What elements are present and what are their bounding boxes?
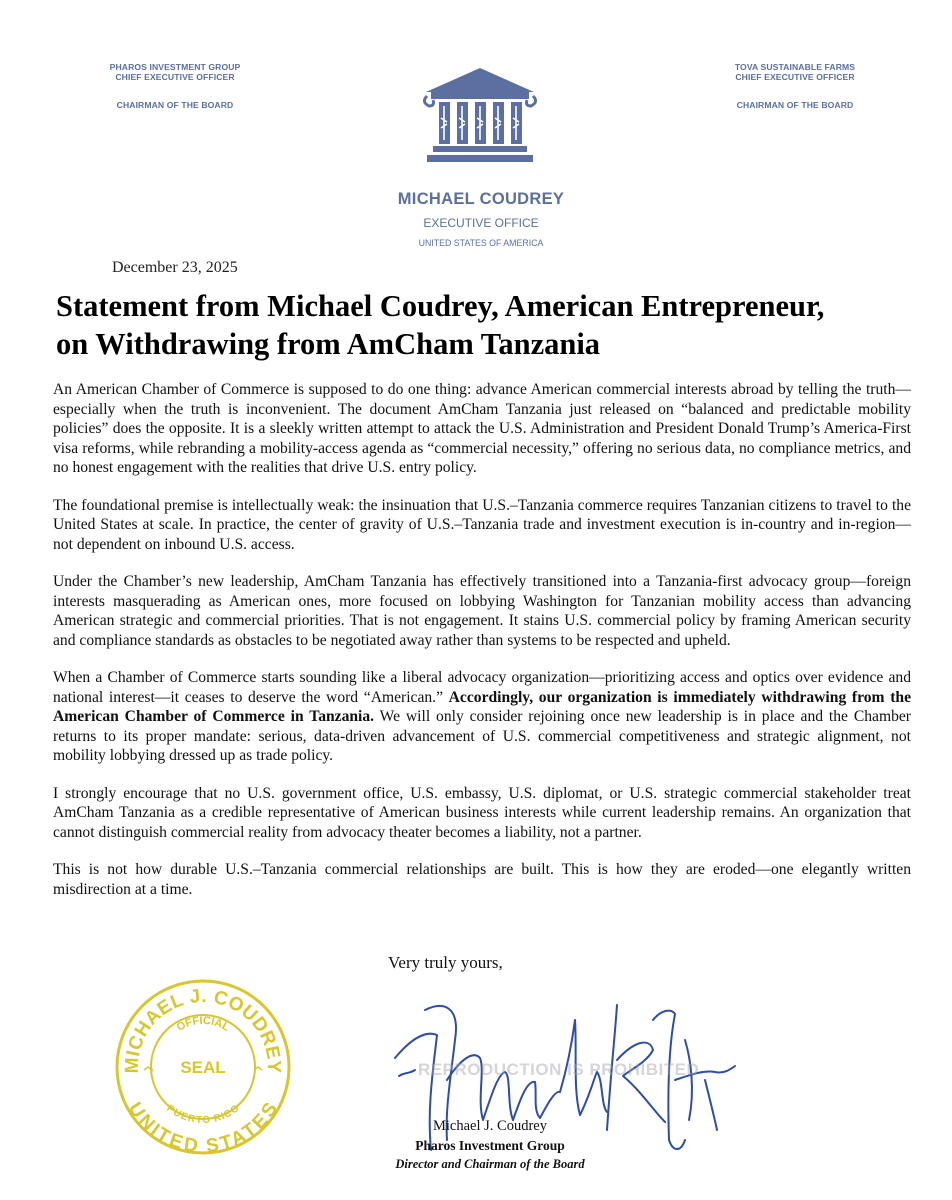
- left-board: CHAIRMAN OF THE BOARD: [116, 100, 234, 110]
- columns-logo-icon: [421, 66, 539, 166]
- letter-date: December 23, 2025: [112, 259, 238, 276]
- seal-inner-bottom: PUERTO RICO: [164, 1103, 242, 1127]
- seal-bottom-text: UNITED STATES: [123, 1098, 283, 1156]
- paragraph-4-start: When a Chamber of Commerce starts sounding like a liberal advocacy organization—prioritizing access and optics over evidence and national interest—it ceases to deserve the word “American.”: [53, 669, 911, 706]
- paragraph-4: [53, 668, 911, 766]
- paragraph-5: I strongly encourage that no U.S. government office, U.S. embassy, U.S. diplomat, or U.S. strategic commercial stakeholder treat AmCham Tanzania as a credible representative of American business interests while current leadership remains. An organization that cannot distinguish commercial reality from advocacy theater becomes a liability, not a partner.: [53, 784, 911, 841]
- signatory-organization: Pharos Investment Group: [415, 1138, 565, 1153]
- paragraph-6: This is not how durable U.S.–Tanzania commercial relationships are built. This is how they are eroded—one elegantly written misdirection at a time.: [53, 861, 911, 898]
- signatory-name: Michael J. Coudrey: [433, 1118, 547, 1134]
- closing-salutation: Very truly yours,: [388, 953, 503, 972]
- right-role: CHIEF EXECUTIVE OFFICER: [735, 72, 855, 82]
- left-role: CHIEF EXECUTIVE OFFICER: [115, 72, 235, 82]
- seal-center: SEAL: [180, 1058, 226, 1077]
- right-company: TOVA SUSTAINABLE FARMS: [734, 62, 856, 72]
- title-line-2: on Withdrawing from AmCham Tanzania: [56, 327, 601, 361]
- svg-text:OFFICIAL: [175, 1015, 232, 1034]
- page-title: [56, 287, 916, 363]
- left-company: PHAROS INVESTMENT GROUP: [109, 62, 241, 72]
- svg-text:PUERTO RICO: [164, 1103, 241, 1126]
- executive-office: EXECUTIVE OFFICE: [423, 216, 539, 230]
- letter-body: [53, 380, 911, 917]
- watermark: REPRODUCTION IS PROHIBITED: [418, 1060, 700, 1079]
- paragraph-3: Under the Chamber’s new leadership, AmCham Tanzania has effectively transitioned into a Tanzania-first advocacy group—foreign interests masquerading as American ones, more focused on lobbying Washington for Tanzanian mobility access than advancing American strategic and commercial priorities. That is not engagement. It stains U.S. commercial policy by framing American security and compliance standards as obstacles to be negotiated away rather than systems to be respected and upheld.: [53, 573, 911, 649]
- paragraph-1: An American Chamber of Commerce is supposed to do one thing: advance American commercial interests abroad by telling the truth—especially when the truth is inconvenient. The document AmCham Tanzania just released on “balanced and predictable mobility policies” does the opposite. It is a sleekly written attempt to attack the U.S. Administration and President Donald Trump’s America-First visa reforms, while rebranding a mobility-access agenda as “commercial necessity,” offering no serious data, no compliance metrics, and no honest engagement with the realities that drive U.S. entry policy.: [53, 381, 911, 476]
- executive-country: UNITED STATES OF AMERICA: [418, 238, 544, 248]
- official-seal-icon: [114, 978, 292, 1156]
- seal-top-text: MICHAEL J. COUDREY: [121, 985, 285, 1074]
- title-line-1: Statement from Michael Coudrey, American Entrepreneur,: [56, 289, 825, 323]
- letterhead-right: [695, 62, 895, 110]
- signatory-title: Director and Chairman of the Board: [395, 1157, 585, 1171]
- paragraph-2: The foundational premise is intellectually weak: the insinuation that U.S.–Tanzania commerce requires Tanzanian citizens to travel to the United States at scale. In practice, the center of gravity of U.S.–Tanzania trade and investment execution is in-country and in-region—not dependent on inbound U.S. access.: [53, 496, 911, 553]
- paragraph-4-end: We will only consider rejoining once new leadership is in place and the Chamber returns to its proper mandate: serious, data-driven advancement of U.S. commercial competitiveness and strategic alignment, not mobility lobbying dressed up as trade policy.: [53, 708, 911, 764]
- letterhead-left: [75, 62, 275, 110]
- right-board: CHAIRMAN OF THE BOARD: [736, 100, 854, 110]
- executive-name: MICHAEL COUDREY: [397, 190, 565, 208]
- svg-text:UNITED STATES: [124, 1099, 282, 1156]
- seal-inner-top: OFFICIAL: [174, 1014, 232, 1034]
- paragraph-4-bold: Accordingly, our organization is immediately withdrawing from the American Chamber of Commerce in Tanzania.: [53, 688, 911, 725]
